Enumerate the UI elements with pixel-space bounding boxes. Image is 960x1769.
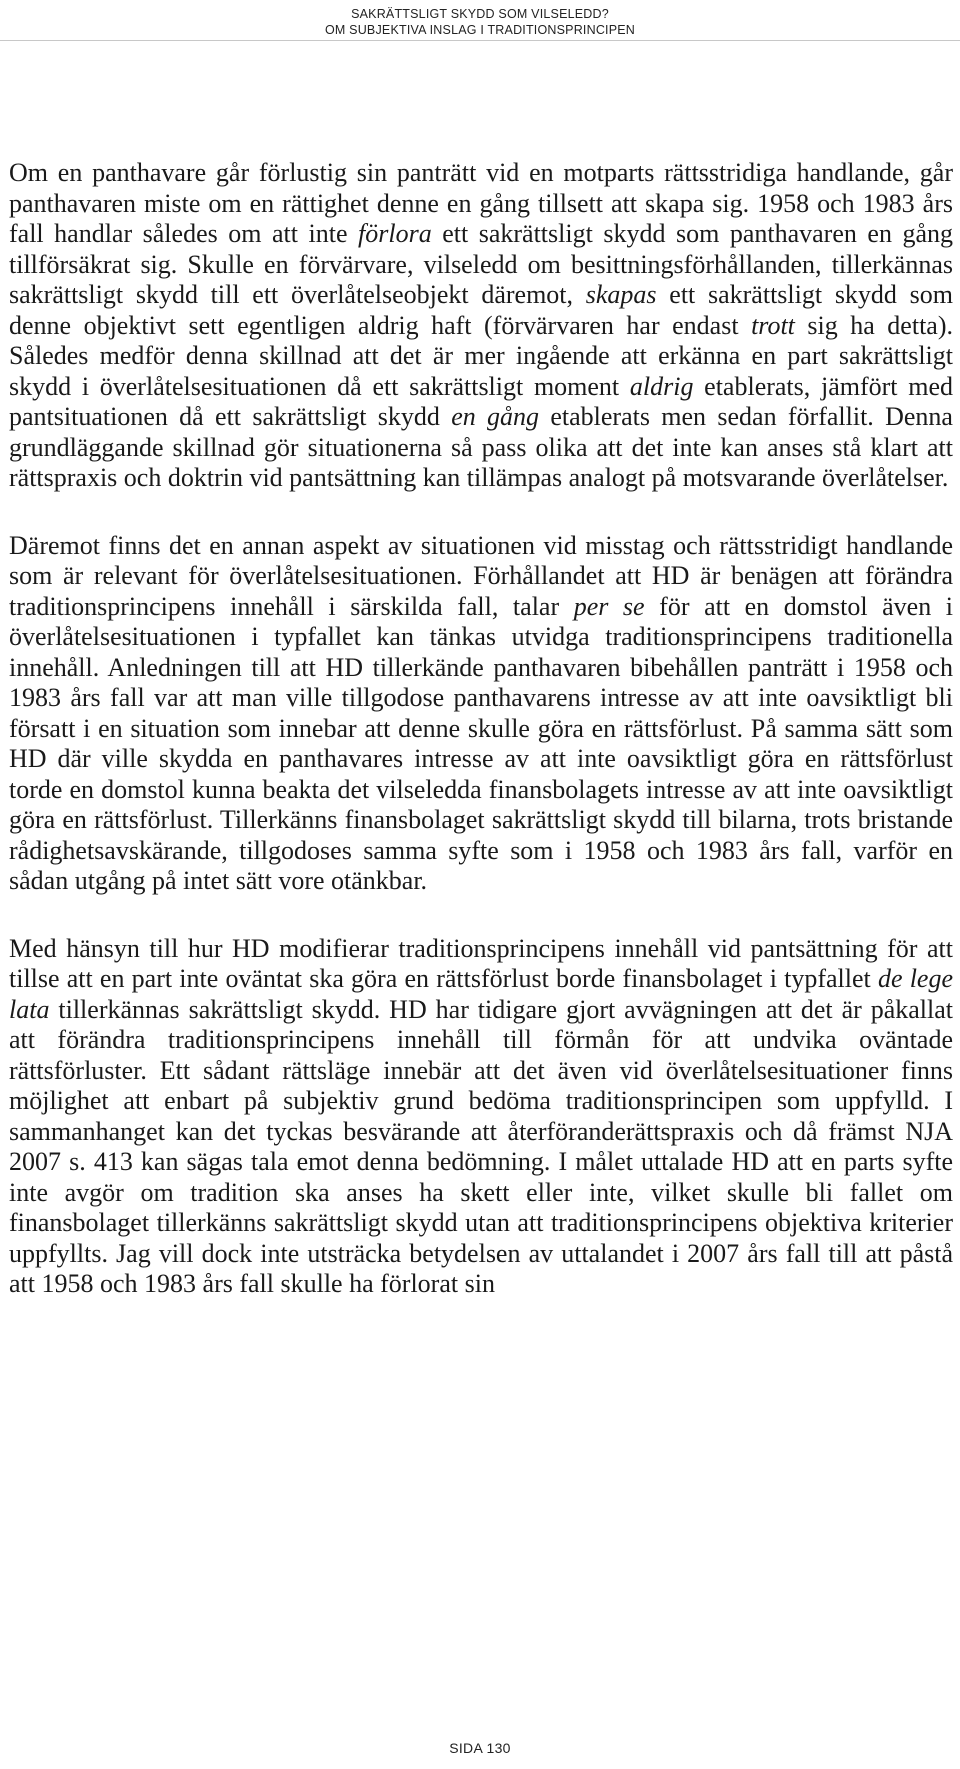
text-run: Om en panthavare går förlustig sin panträtt vid en motparts rättsstridiga handlande, går panthavaren miste om en rättighet denne en gång tillsett att skapa sig. 1958 och 1983 års fall handlar således om att inte <box>9 158 953 248</box>
italic-run: trott <box>751 310 795 340</box>
header-rule <box>0 40 960 41</box>
text-run: etablerats men sedan förfallit. Denna grundläggande skillnad gör situationerna så pass olika att det inte kan anses stå klart att rättspraxis och doktrin vid pantsättning kan tillämpas analogt på motsvarande överlåtelser. <box>9 402 953 492</box>
page-number: SIDA 130 <box>449 1740 511 1756</box>
text-run: ett sakrättsligt skydd som denne objektivt sett egentligen aldrig haft (förvärvaren har endast <box>9 280 954 340</box>
italic-run: de lege lata <box>9 964 953 1024</box>
header-title: SAKRÄTTSLIGT SKYDD SOM VILSELEDD? <box>351 7 609 21</box>
paragraph-1 <box>9 158 953 494</box>
running-header <box>280 6 680 38</box>
italic-run: per se <box>573 591 645 621</box>
italic-run: förlora <box>358 219 432 248</box>
italic-run: aldrig <box>629 371 694 401</box>
italic-run: en gång <box>451 402 540 431</box>
text-run: ett sakrättsligt skydd som panthavaren en gång tillförsäkrat sig. Skulle en förvärvare, vilseledd om besittningsförhållanden, tillerkännas sakrättsligt skydd till ett överlåtelseobjekt däremot, <box>9 219 953 309</box>
body-text <box>9 158 953 1337</box>
text-run: för att en domstol även i överlåtelsesituationen i typfallet kan tänkas utvidga traditionsprincipens traditionella innehåll. Anledningen till att HD tillerkände panthavaren bibehållen panträtt i 1958 och 1983 års fall var att man ville tillgodose panthavarens intresse av att inte oavsiktligt bli försatt i en situation som innebar att denne skulle göra en rättsförlust. På samma sätt som HD där ville skydda en panthavares intresse av att inte oavsiktligt göra en rättsförlust torde en domstol kunna beakta det vilseledda finansbolagets intresse av att inte oavsiktligt göra en rättsförlust. Tillerkänns finansbolaget sakrättsligt skydd till bilarna, trots bristande rådighetsavskärande, tillgodoses samma syfte som i 1958 och 1983 års fall, varför en sådan utgång på intet sätt vore otänkbar. <box>9 591 954 895</box>
italic-run: skapas <box>585 280 657 309</box>
text-run: etablerats, jämfört med pantsituationen då ett sakrättsligt skydd <box>9 371 953 431</box>
paragraph-2 <box>9 531 953 897</box>
text-run: sig ha detta). Således medför denna skillnad att det är mer ingående att erkänna en part sakrättsligt skydd i överlåtelsesituationen då ett sakrättsligt moment <box>9 310 953 401</box>
text-run: Med hänsyn till hur HD modifierar traditionsprincipens innehåll vid pantsättning för att tillse att en part inte oväntat ska göra en rättsförlust borde finansbolaget i typfallet <box>9 933 953 993</box>
paragraph-3 <box>9 934 953 1300</box>
text-run: tillerkännas sakrättsligt skydd. HD har tidigare gjort avvägningen att det är påkallat att förändra traditionsprincipens innehåll till förmån för att undvika oväntade rättsförluster. Ett sådant rättsläge innebär att det även vid överlåtelsesituationer finns möjlighet att enbart på subjektiv grund bedöma traditionsprincipen som uppfylld. I sammanhanget kan det tyckas besvärande att återföranderättspraxis och då främst NJA 2007 s. 413 kan sägas tala emot denna bedömning. I målet uttalade HD att en parts syfte inte avgör om tradition ska anses ha skett eller inte, vilket skulle bli fallet om finansbolaget tillerkänns sakrättsligt skydd utan att traditionsprincipens objektiva kriterier uppfyllts. Jag vill dock inte utsträcka betydelsen av uttalandet i 2007 års fall till att påstå att 1958 och 1983 års fall skulle ha förlorat sin <box>9 994 953 1298</box>
header-subtitle: OM SUBJEKTIVA INSLAG I TRADITIONSPRINCIPEN <box>324 23 636 37</box>
text-run: Däremot finns det en annan aspekt av situationen vid misstag och rättsstridigt handlande som är relevant för överlåtelsesituationen. Förhållandet att HD är benägen att förändra traditionsprincipens innehåll i särskilda fall, talar <box>9 530 953 621</box>
